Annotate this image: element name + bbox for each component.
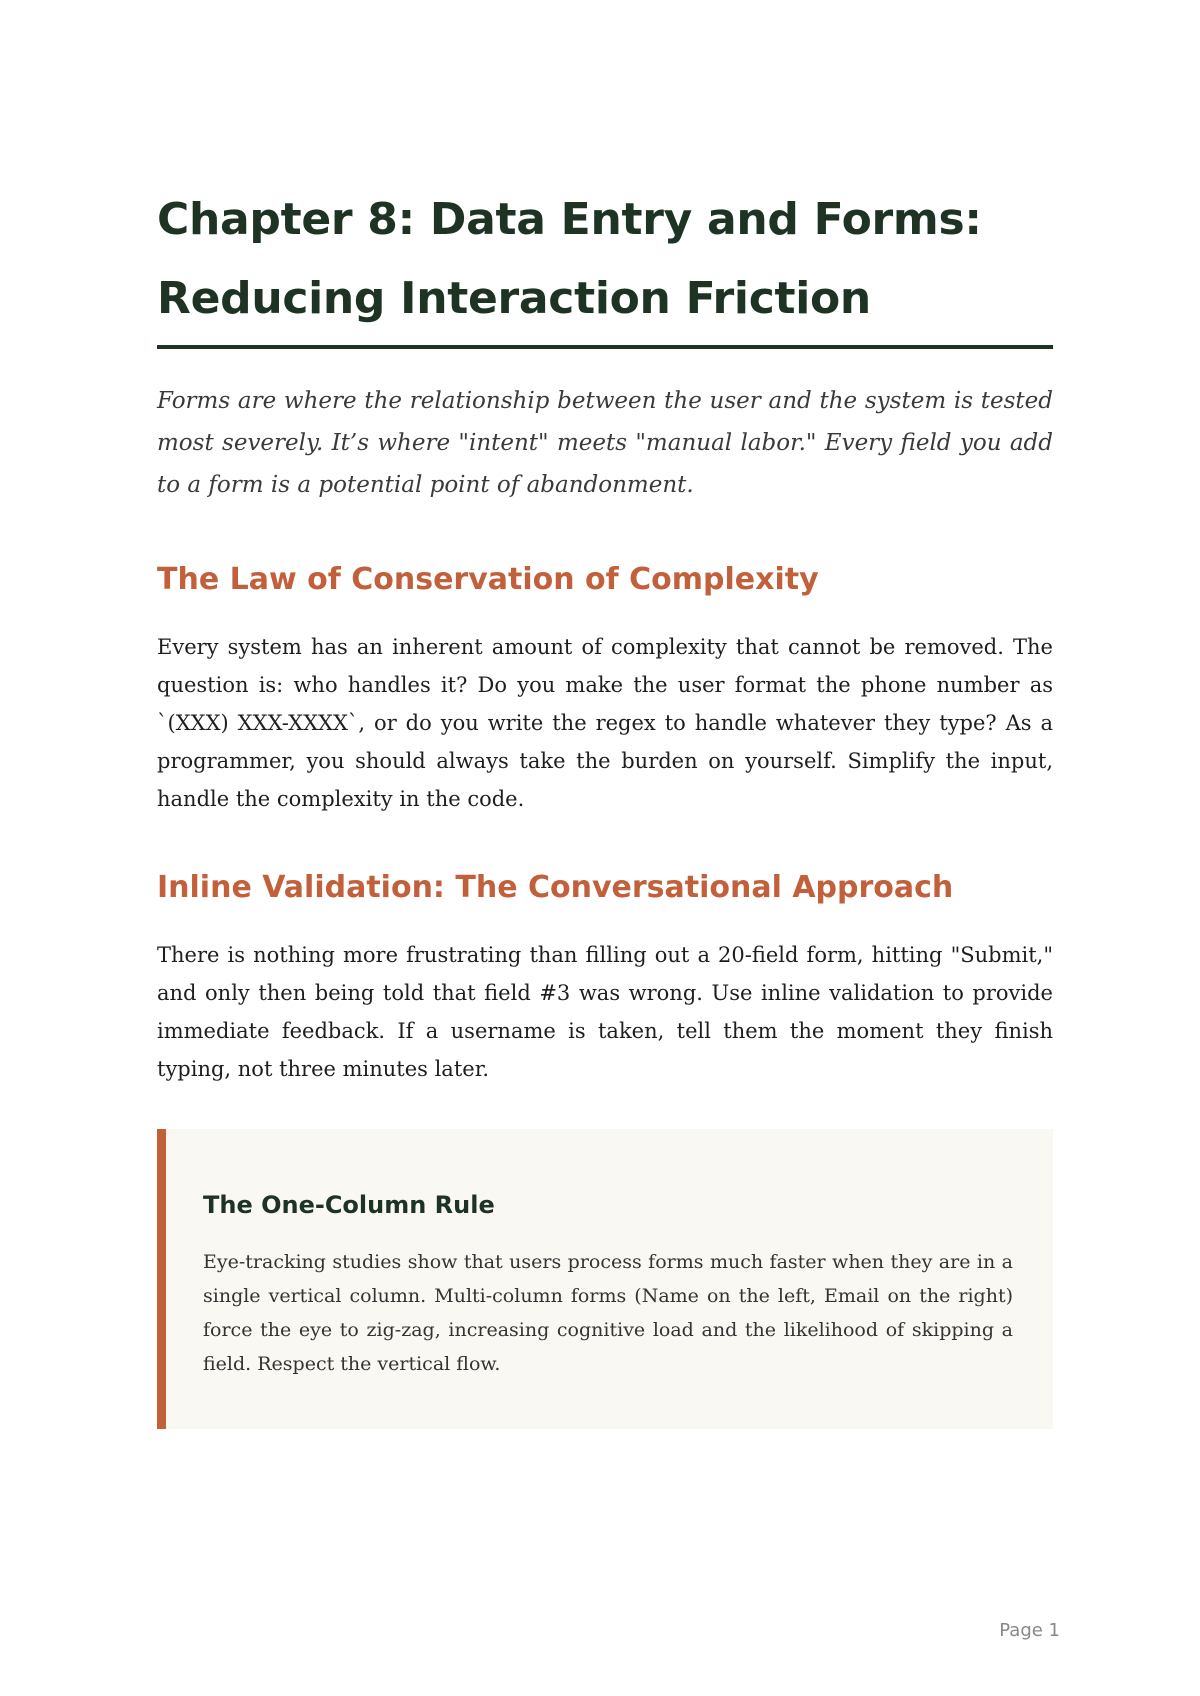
section-body-complexity: Every system has an inherent amount of complexity that cannot be removed. The question is: who handles it? Do you make the user format the phone number as `(XXX) XXX-XXXX`, or do you write the regex to handle whatever they type? As a programmer, you should always take the burden on yourself. Simplify the input, handle the complexity in the code. <box>157 635 1053 811</box>
section-body-inline-validation: There is nothing more frustrating than filling out a 20-field form, hitting "Submit," and only then being told that field #3 was wrong. Use inline validation to provide immediate feedback. If a username is taken, tell them the moment they finish typing, not three minutes later. <box>157 943 1053 1081</box>
section-heading-complexity: The Law of Conservation of Complexity <box>157 562 819 597</box>
callout-text: Eye-tracking studies show that users process forms much faster when they are in a single vertical column. Multi-column forms (Name on the left, Email on the right) force the eye to zig-zag, increasing cognitive load and the likelihood of skipping a field. Respect the vertical flow. <box>203 1251 1013 1375</box>
section-heading-inline-validation: Inline Validation: The Conversational Approach <box>157 870 954 905</box>
title-divider <box>157 345 1053 349</box>
intro-paragraph: Forms are where the relationship between the user and the system is tested most severely. It’s where "intent" meets "manual labor." Every field you add to a form is a potential point of abandonment. <box>157 388 1053 498</box>
page-number: Page 1 <box>999 1620 1060 1641</box>
callout-box <box>157 1129 1053 1429</box>
chapter-title: Chapter 8: Data Entry and Forms: Reducing Interaction Friction <box>157 194 982 324</box>
callout-title: The One-Column Rule <box>203 1191 495 1219</box>
callout-accent-bar <box>157 1129 166 1429</box>
